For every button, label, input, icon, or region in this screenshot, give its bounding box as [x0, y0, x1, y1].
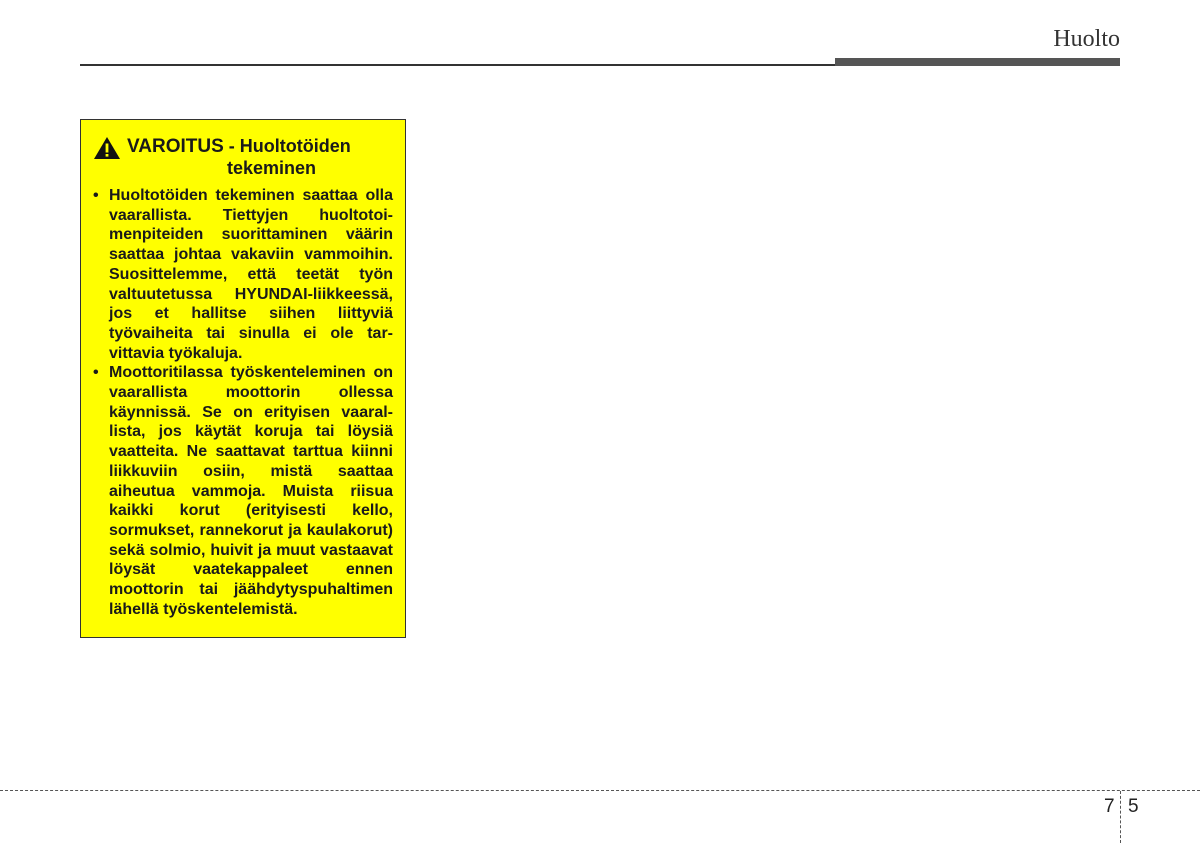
warning-list	[93, 186, 393, 619]
bullet: •	[93, 187, 99, 204]
bullet: •	[93, 364, 99, 382]
warning-box	[80, 119, 406, 638]
warning-title-line2	[127, 158, 393, 180]
warning-item-text: Huoltotöiden tekeminen saattaa olla vaarallista. Tiettyjen huoltotoimenpiteiden suorittaminen väärin saattaa johtaa vakaviin vammoihin. Suosittelemme, että teetät työn valtuutetussa HYUNDAI-liikkeessä, jos et hallitse siihen liittyviä työvaiheita tai sinulla ei ole tarvittavia työkaluja.	[109, 187, 393, 362]
footer-rule	[0, 790, 1200, 791]
warning-title-line1	[127, 136, 393, 158]
header-bar	[835, 58, 1120, 66]
header-rule	[80, 64, 836, 66]
warning-triangle-icon	[93, 136, 121, 160]
chapter-number: 7	[1104, 796, 1115, 817]
warning-separator: -	[223, 136, 240, 156]
warning-header	[93, 136, 393, 180]
warning-subject-line1: Huoltotöiden	[239, 136, 351, 156]
section-title: Huolto	[1053, 26, 1120, 52]
warning-item-text: Moottoritilassa työskenteleminen on vaarallista moottorin ollessa käynnissä. Se on erityisen vaarallista, jos käytät koruja tai löysiä vaatteita. Ne saattavat tarttua kiinni liikkuviin osiin, mistä saattaa aiheutua vammoja. Muista riisua kaikki korut (erityisesti kello, sormukset, rannekorut ja kaulakorut) sekä solmio, huivit ja muut vastaavat löysät vaatekappaleet ennen moottorin tai jäähdytyspuhaltimen lähellä työskentelemistä.	[109, 364, 393, 618]
page-number: 5	[1128, 796, 1139, 817]
warning-item	[93, 363, 393, 619]
page-number-divider	[1120, 791, 1121, 843]
warning-label: VAROITUS	[127, 136, 224, 157]
warning-subject-line2: tekeminen	[227, 158, 317, 178]
warning-item	[93, 186, 393, 363]
